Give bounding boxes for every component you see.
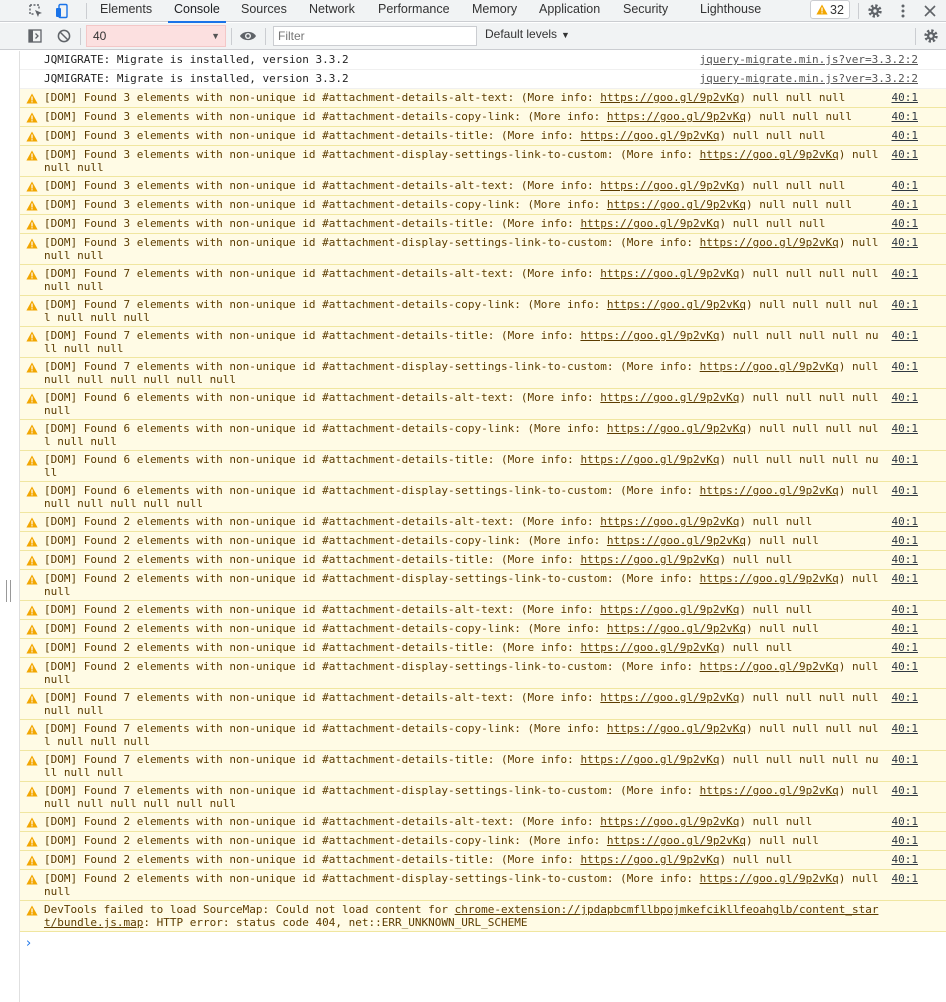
info-link[interactable]: https://goo.gl/9p2vKq [606, 110, 746, 123]
warning-icon [26, 362, 38, 373]
warning-prefix: [DOM] Found 6 elements with non-unique id #attachment-details-copy-link: (More info: [44, 422, 607, 435]
tab-memory[interactable]: Memory [472, 2, 518, 16]
console-toolbar [0, 23, 946, 50]
console-messages [20, 51, 946, 1002]
warning-message-text [44, 834, 921, 847]
source-link[interactable]: 40:1 [891, 622, 918, 635]
warning-prefix: [DOM] Found 2 elements with non-unique id #attachment-details-copy-link: (More info: [44, 834, 607, 847]
warning-icon [26, 300, 38, 311]
tab-console[interactable]: Console [174, 0, 220, 22]
warning-suffix: : HTTP error: status code 404, net::ERR_UNKNOWN_URL_SCHEME [143, 916, 528, 929]
warning-suffix: ) null null null null null null null [44, 329, 879, 355]
source-link[interactable]: 40:1 [891, 660, 918, 673]
warning-suffix: ) null null null null null null null [44, 360, 886, 386]
warning-icon [26, 112, 38, 123]
console-warning-message [20, 513, 946, 532]
warning-message-text [44, 422, 921, 448]
warning-prefix: [DOM] Found 2 elements with non-unique id #attachment-details-title: (More info: [44, 853, 581, 866]
warning-prefix: [DOM] Found 2 elements with non-unique id #attachment-details-copy-link: (More info: [44, 622, 607, 635]
warning-icon [26, 131, 38, 142]
tab-lighthouse[interactable]: Lighthouse [700, 2, 762, 16]
gear-icon[interactable] [865, 1, 885, 21]
info-link[interactable]: https://goo.gl/9p2vKq [600, 815, 740, 828]
warning-suffix: ) null null [719, 641, 793, 654]
source-link[interactable]: 40:1 [891, 298, 918, 311]
toolbar-separator [915, 28, 916, 45]
tab-separator [86, 3, 87, 19]
log-message-text: JQMIGRATE: Migrate is installed, version 3.3.2 [44, 72, 349, 85]
info-link[interactable]: chrome-extension://jpdapbcmfllbpojmkefcikllfeoahglb/content_start/bundle.js.map [44, 903, 879, 929]
close-icon[interactable] [920, 1, 940, 21]
tab-sources[interactable]: Sources [241, 2, 287, 16]
info-link[interactable]: https://goo.gl/9p2vKq [699, 872, 839, 885]
source-link[interactable]: 40:1 [891, 834, 918, 847]
warning-icon [26, 874, 38, 885]
console-warning-message [20, 196, 946, 215]
warning-prefix: [DOM] Found 3 elements with non-unique id #attachment-details-alt-text: (More info: [44, 91, 601, 104]
warning-suffix: ) null null [719, 553, 793, 566]
warning-message-text [44, 453, 921, 479]
warning-message-text [44, 267, 921, 293]
console-warning-message [20, 601, 946, 620]
warning-message-text [44, 484, 921, 510]
warning-suffix: ) null null null [739, 179, 846, 192]
warning-suffix: ) null null [746, 534, 819, 547]
info-link[interactable]: https://goo.gl/9p2vKq [606, 298, 746, 311]
console-warning-message [20, 451, 946, 482]
warning-suffix: ) null null null null null null [44, 484, 886, 510]
warning-icon [26, 238, 38, 249]
info-link[interactable]: https://goo.gl/9p2vKq [580, 641, 720, 654]
info-link[interactable]: https://goo.gl/9p2vKq [606, 422, 746, 435]
warning-suffix: ) null null null [44, 236, 886, 262]
console-log-message [20, 51, 946, 70]
warning-message-text [44, 148, 921, 174]
source-link[interactable]: 40:1 [891, 422, 918, 435]
log-message-text: JQMIGRATE: Migrate is installed, version 3.3.2 [44, 53, 349, 66]
console-warning-message [20, 720, 946, 751]
warning-suffix: ) null null null null null null [44, 422, 879, 448]
warning-suffix: ) null null [719, 853, 793, 866]
warning-prefix: [DOM] Found 2 elements with non-unique id #attachment-display-settings-link-to-custom: (More info: [44, 660, 700, 673]
warning-prefix: [DOM] Found 3 elements with non-unique id #attachment-details-title: (More info: [44, 217, 581, 230]
warning-message-text [44, 217, 921, 230]
source-link[interactable]: 40:1 [891, 603, 918, 616]
warning-prefix: [DOM] Found 3 elements with non-unique id #attachment-details-alt-text: (More info: [44, 179, 601, 192]
console-warning-message [20, 482, 946, 513]
tab-elements[interactable]: Elements [100, 2, 153, 16]
source-link[interactable]: 40:1 [891, 691, 918, 704]
source-link[interactable]: 40:1 [891, 784, 918, 797]
console-warning-message [20, 358, 946, 389]
warning-message-text [44, 603, 921, 616]
toolbar-separator [265, 28, 266, 45]
context-select-value: 40 [93, 29, 107, 43]
warning-message-text [44, 784, 921, 810]
warning-prefix: [DOM] Found 2 elements with non-unique id #attachment-details-alt-text: (More info: [44, 515, 601, 528]
warning-icon [26, 455, 38, 466]
source-link[interactable]: jquery-migrate.min.js?ver=3.3.2:2 [699, 53, 918, 66]
clear-console-icon[interactable] [54, 26, 74, 46]
console-warning-message [20, 832, 946, 851]
info-link[interactable]: https://goo.gl/9p2vKq [606, 534, 746, 547]
warning-message-text [44, 298, 921, 324]
warning-icon [26, 181, 38, 192]
warning-message-text [44, 515, 921, 528]
warning-message-text [44, 110, 921, 123]
source-link[interactable]: 40:1 [891, 267, 918, 280]
warning-prefix: [DOM] Found 2 elements with non-unique id #attachment-display-settings-link-to-custom: (More info: [44, 572, 700, 585]
badge-separator [858, 3, 859, 19]
source-link[interactable]: jquery-migrate.min.js?ver=3.3.2:2 [699, 72, 918, 85]
source-link[interactable]: 40:1 [891, 148, 918, 161]
warning-message-text [44, 691, 921, 717]
warning-prefix: [DOM] Found 7 elements with non-unique id #attachment-display-settings-link-to-custom: (More info: [44, 784, 700, 797]
toolbar-separator [231, 28, 232, 45]
devtools-tab-bar [0, 0, 946, 22]
info-link[interactable]: https://goo.gl/9p2vKq [600, 515, 740, 528]
console-warning-message [20, 570, 946, 601]
source-link[interactable]: 40:1 [891, 872, 918, 885]
console-warning-message [20, 215, 946, 234]
source-link[interactable]: 40:1 [891, 198, 918, 211]
live-expression-icon[interactable] [238, 26, 258, 46]
warning-prefix: DevTools failed to load SourceMap: Could not load content for [44, 903, 455, 916]
warning-suffix: ) null null null null null null null [44, 753, 879, 779]
warning-suffix: ) null null [44, 572, 886, 598]
info-link[interactable]: https://goo.gl/9p2vKq [580, 853, 720, 866]
warning-suffix: ) null null null null null null [44, 691, 886, 717]
console-settings-gear-icon[interactable] [921, 26, 941, 46]
info-link[interactable]: https://goo.gl/9p2vKq [600, 91, 740, 104]
info-link[interactable]: https://goo.gl/9p2vKq [606, 622, 746, 635]
warning-message-text [44, 622, 921, 635]
console-warning-message [20, 234, 946, 265]
warning-prefix: [DOM] Found 7 elements with non-unique id #attachment-details-title: (More info: [44, 329, 581, 342]
warning-prefix: [DOM] Found 7 elements with non-unique id #attachment-details-alt-text: (More info: [44, 267, 601, 280]
info-link[interactable]: https://goo.gl/9p2vKq [600, 391, 740, 404]
warning-suffix: ) null null null null null null null [44, 722, 879, 748]
warning-message-text [44, 722, 921, 748]
warning-icon [26, 517, 38, 528]
warning-message-text [44, 903, 921, 929]
warning-prefix: [DOM] Found 7 elements with non-unique id #attachment-display-settings-link-to-custom: (More info: [44, 360, 700, 373]
source-link[interactable]: 40:1 [891, 91, 918, 104]
info-link[interactable]: https://goo.gl/9p2vKq [606, 834, 746, 847]
info-link[interactable]: https://goo.gl/9p2vKq [699, 148, 839, 161]
console-warning-message [20, 658, 946, 689]
source-link[interactable]: 40:1 [891, 753, 918, 766]
source-link[interactable]: 40:1 [891, 329, 918, 342]
warning-suffix: ) null null null [719, 217, 826, 230]
warning-message-text [44, 198, 921, 211]
source-link[interactable]: 40:1 [891, 534, 918, 547]
warning-icon [26, 786, 38, 797]
warning-icon [26, 331, 38, 342]
warning-icon [26, 624, 38, 635]
source-link[interactable]: 40:1 [891, 484, 918, 497]
warning-icon [26, 269, 38, 280]
warning-prefix: [DOM] Found 7 elements with non-unique id #attachment-details-alt-text: (More info: [44, 691, 601, 704]
warning-icon [26, 555, 38, 566]
warning-message-text [44, 641, 921, 654]
warning-suffix: ) null null [739, 603, 813, 616]
console-warning-message [20, 689, 946, 720]
console-warning-message [20, 532, 946, 551]
console-warning-message [20, 620, 946, 639]
warning-icon [26, 424, 38, 435]
warning-icon [26, 643, 38, 654]
chevron-down-icon: ▼ [561, 30, 570, 40]
warning-message-text [44, 360, 921, 386]
warning-icon [26, 855, 38, 866]
info-link[interactable]: https://goo.gl/9p2vKq [699, 572, 839, 585]
info-link[interactable]: https://goo.gl/9p2vKq [600, 603, 740, 616]
warning-icon [26, 219, 38, 230]
source-link[interactable]: 40:1 [891, 572, 918, 585]
tab-security[interactable]: Security [623, 2, 669, 16]
warning-message-text [44, 91, 921, 104]
console-warning-message [20, 265, 946, 296]
console-warning-message [20, 89, 946, 108]
warning-suffix: ) null null null [746, 110, 852, 123]
console-warning-message [20, 146, 946, 177]
source-link[interactable]: 40:1 [891, 391, 918, 404]
console-warning-message [20, 177, 946, 196]
warning-message-text [44, 660, 921, 686]
warning-suffix: ) null null null [739, 91, 846, 104]
warning-icon [26, 150, 38, 161]
source-link[interactable]: 40:1 [891, 515, 918, 528]
device-toolbar-icon[interactable] [52, 1, 72, 21]
warning-icon [26, 755, 38, 766]
warning-icon [26, 200, 38, 211]
warning-icon [26, 486, 38, 497]
warning-message-text [44, 534, 921, 547]
warning-suffix: ) null null null null null null null [44, 784, 886, 810]
console-log-message [20, 70, 946, 89]
inspect-element-icon[interactable] [26, 1, 46, 21]
warning-prefix: [DOM] Found 3 elements with non-unique id #attachment-display-settings-link-to-custom: (More info: [44, 148, 700, 161]
console-warning-message [20, 751, 946, 782]
context-select[interactable] [86, 25, 226, 47]
source-link[interactable]: 40:1 [891, 110, 918, 123]
console-warning-message [20, 870, 946, 901]
console-warning-message [20, 108, 946, 127]
tab-performance[interactable]: Performance [378, 2, 450, 16]
log-levels-dropdown[interactable] [485, 27, 570, 41]
warning-prefix: [DOM] Found 2 elements with non-unique id #attachment-details-title: (More info: [44, 553, 581, 566]
info-link[interactable]: https://goo.gl/9p2vKq [600, 691, 740, 704]
warning-message-text [44, 753, 921, 779]
warning-icon [816, 4, 828, 15]
warning-count-badge[interactable] [810, 0, 850, 19]
info-link[interactable]: https://goo.gl/9p2vKq [606, 722, 746, 735]
warning-prefix: [DOM] Found 7 elements with non-unique id #attachment-details-copy-link: (More info: [44, 298, 607, 311]
info-link[interactable]: https://goo.gl/9p2vKq [580, 753, 720, 766]
warning-suffix: ) null null [44, 660, 886, 686]
source-link[interactable]: 40:1 [891, 453, 918, 466]
warning-icon [26, 662, 38, 673]
console-sidebar-icon[interactable] [25, 26, 45, 46]
warning-suffix: ) null null [746, 834, 819, 847]
warning-message-text [44, 872, 921, 898]
console-prompt[interactable] [20, 932, 946, 951]
log-levels-label: Default levels [485, 27, 558, 41]
tab-network[interactable]: Network [309, 2, 355, 16]
warning-icon [26, 605, 38, 616]
warning-message-text [44, 129, 921, 142]
info-link[interactable]: https://goo.gl/9p2vKq [580, 329, 720, 342]
warning-message-text [44, 179, 921, 192]
source-link[interactable]: 40:1 [891, 129, 918, 142]
info-link[interactable]: https://goo.gl/9p2vKq [699, 236, 839, 249]
source-link[interactable]: 40:1 [891, 236, 918, 249]
source-link[interactable]: 40:1 [891, 553, 918, 566]
warning-suffix: ) null null null null null [44, 391, 886, 417]
warning-prefix: [DOM] Found 6 elements with non-unique id #attachment-details-title: (More info: [44, 453, 581, 466]
console-warning-message [20, 851, 946, 870]
info-link[interactable]: https://goo.gl/9p2vKq [606, 198, 746, 211]
info-link[interactable]: https://goo.gl/9p2vKq [580, 453, 720, 466]
info-link[interactable]: https://goo.gl/9p2vKq [580, 553, 720, 566]
warning-count: 32 [830, 2, 844, 17]
tab-application[interactable]: Application [539, 2, 601, 16]
warning-icon [26, 393, 38, 404]
warning-prefix: [DOM] Found 2 elements with non-unique id #attachment-display-settings-link-to-custom: (More info: [44, 872, 700, 885]
info-link[interactable]: https://goo.gl/9p2vKq [600, 267, 740, 280]
warning-icon [26, 817, 38, 828]
chevron-down-icon: ▼ [211, 31, 220, 41]
warning-message-text [44, 815, 921, 828]
info-link[interactable]: https://goo.gl/9p2vKq [699, 484, 839, 497]
source-link[interactable]: 40:1 [891, 179, 918, 192]
console-warning-message [20, 327, 946, 358]
warning-message-text [44, 329, 921, 355]
console-warning-message [20, 782, 946, 813]
toolbar-separator [80, 28, 81, 45]
source-link[interactable]: 40:1 [891, 815, 918, 828]
source-link[interactable]: 40:1 [891, 360, 918, 373]
warning-suffix: ) null null [746, 622, 819, 635]
info-link[interactable]: https://goo.gl/9p2vKq [580, 129, 720, 142]
warning-prefix: [DOM] Found 6 elements with non-unique id #attachment-details-alt-text: (More info: [44, 391, 601, 404]
warning-icon [26, 836, 38, 847]
warning-suffix: ) null null null null null null [44, 267, 886, 293]
warning-icon [26, 536, 38, 547]
warning-icon [26, 724, 38, 735]
console-warning-message [20, 901, 946, 932]
info-link[interactable]: https://goo.gl/9p2vKq [600, 179, 740, 192]
warning-suffix: ) null null [739, 515, 813, 528]
warning-suffix: ) null null [44, 872, 886, 898]
warning-prefix: [DOM] Found 3 elements with non-unique id #attachment-details-copy-link: (More info: [44, 110, 607, 123]
warning-prefix: [DOM] Found 7 elements with non-unique id #attachment-details-title: (More info: [44, 753, 581, 766]
warning-icon [26, 905, 38, 916]
filter-input[interactable] [273, 26, 477, 46]
console-warning-message [20, 420, 946, 451]
console-warning-message [20, 813, 946, 832]
kebab-menu-icon[interactable] [893, 1, 913, 21]
warning-suffix: ) null null null [44, 148, 886, 174]
info-link[interactable]: https://goo.gl/9p2vKq [699, 784, 839, 797]
warning-prefix: [DOM] Found 7 elements with non-unique id #attachment-details-copy-link: (More info: [44, 722, 607, 735]
warning-prefix: [DOM] Found 3 elements with non-unique id #attachment-details-title: (More info: [44, 129, 581, 142]
source-link[interactable]: 40:1 [891, 641, 918, 654]
console-warning-message [20, 296, 946, 327]
info-link[interactable]: https://goo.gl/9p2vKq [580, 217, 720, 230]
warning-prefix: [DOM] Found 3 elements with non-unique id #attachment-display-settings-link-to-custom: (More info: [44, 236, 700, 249]
warning-message-text [44, 391, 921, 417]
source-link[interactable]: 40:1 [891, 217, 918, 230]
source-link[interactable]: 40:1 [891, 722, 918, 735]
resize-handle[interactable] [6, 580, 11, 602]
warning-prefix: [DOM] Found 2 elements with non-unique id #attachment-details-alt-text: (More info: [44, 815, 601, 828]
warning-icon [26, 574, 38, 585]
warning-prefix: [DOM] Found 2 elements with non-unique id #attachment-details-title: (More info: [44, 641, 581, 654]
info-link[interactable]: https://goo.gl/9p2vKq [699, 360, 839, 373]
warning-message-text [44, 236, 921, 262]
info-link[interactable]: https://goo.gl/9p2vKq [699, 660, 839, 673]
source-link[interactable]: 40:1 [891, 853, 918, 866]
warning-suffix: ) null null [739, 815, 813, 828]
warning-suffix: ) null null null [746, 198, 852, 211]
warning-message-text [44, 553, 921, 566]
warning-message-text [44, 853, 921, 866]
warning-suffix: ) null null null [719, 129, 826, 142]
warning-message-text [44, 572, 921, 598]
warning-prefix: [DOM] Found 2 elements with non-unique id #attachment-details-copy-link: (More info: [44, 534, 607, 547]
warning-icon [26, 693, 38, 704]
warning-suffix: ) null null null null null [44, 453, 879, 479]
warning-suffix: ) null null null null null null null [44, 298, 879, 324]
warning-prefix: [DOM] Found 3 elements with non-unique id #attachment-details-copy-link: (More info: [44, 198, 607, 211]
console-warning-message [20, 551, 946, 570]
console-warning-message [20, 389, 946, 420]
warning-prefix: [DOM] Found 2 elements with non-unique id #attachment-details-alt-text: (More info: [44, 603, 601, 616]
chevron-right-icon: › [26, 936, 32, 951]
console-warning-message [20, 127, 946, 146]
warning-icon [26, 93, 38, 104]
warning-prefix: [DOM] Found 6 elements with non-unique id #attachment-display-settings-link-to-custom: (More info: [44, 484, 700, 497]
console-warning-message [20, 639, 946, 658]
